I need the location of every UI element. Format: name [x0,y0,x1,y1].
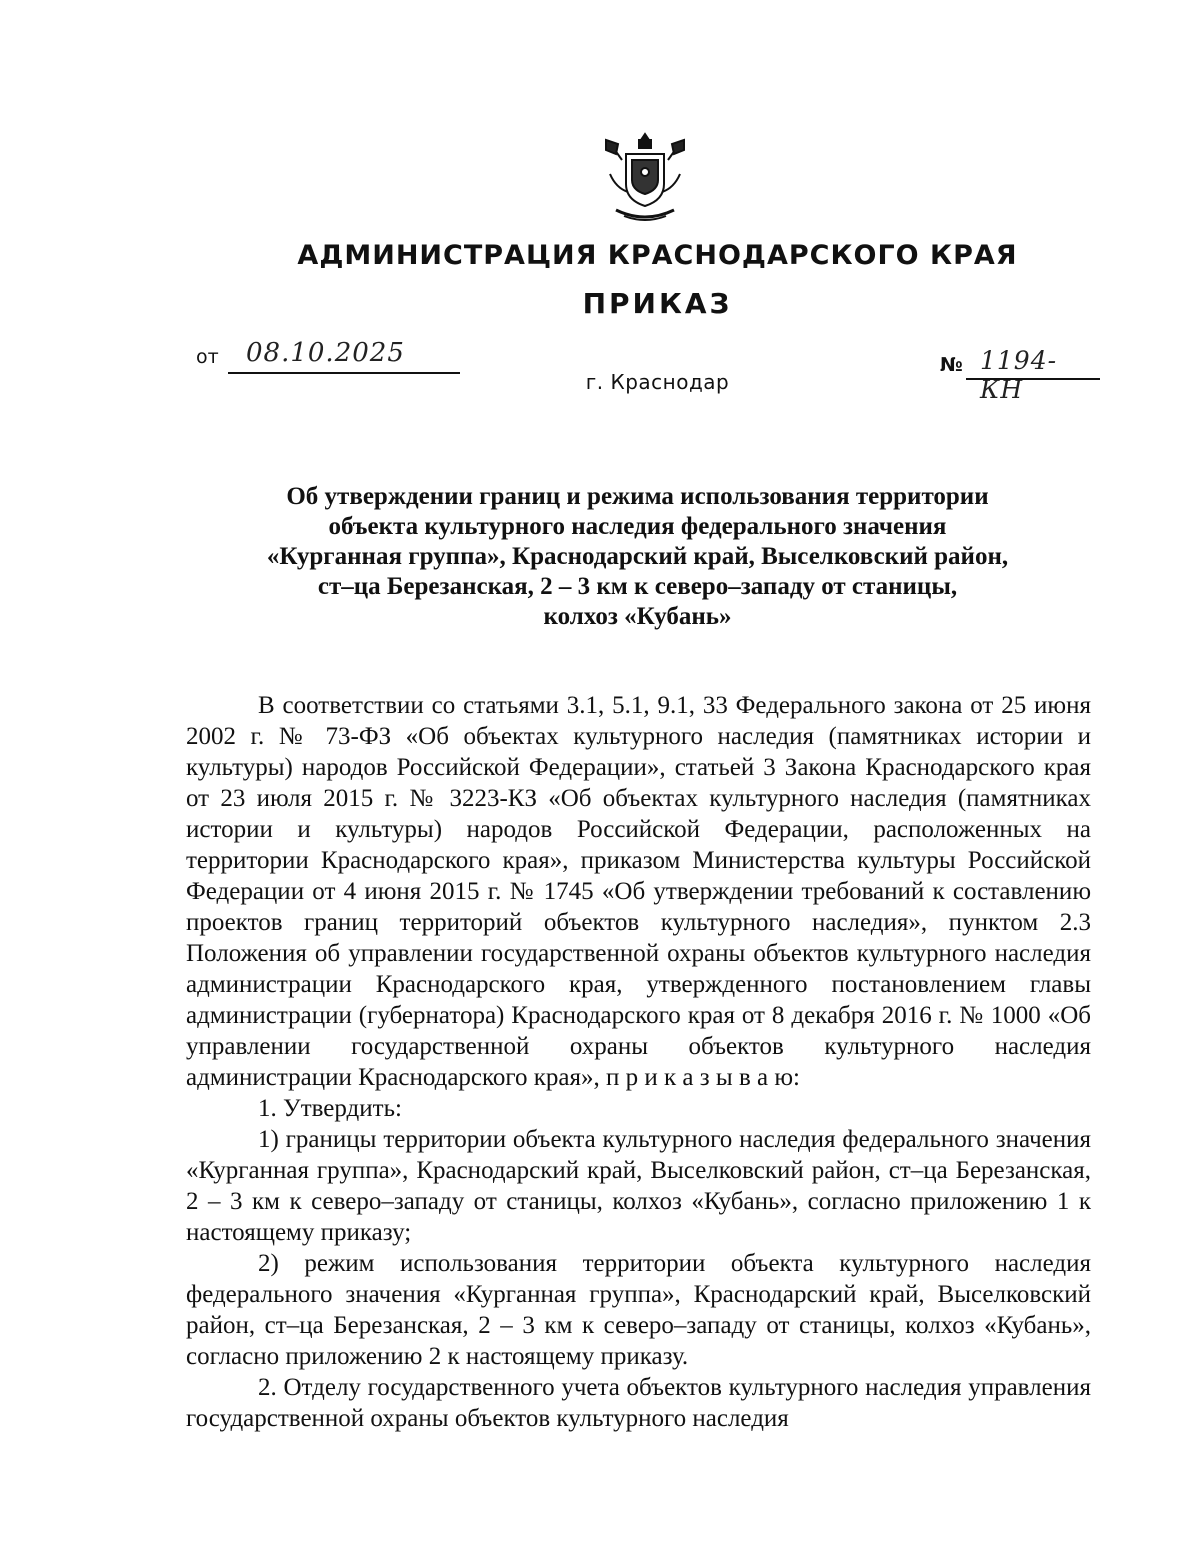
date-label: от [196,346,219,368]
subject-line: ст–ца Березанская, 2 – 3 км к северо–западу от станицы, [317,573,958,600]
document-subject [180,482,1095,632]
city-label: г. Краснодар [585,370,730,394]
subject-line: объекта культурного наследия федерального значения [328,513,947,540]
document-type: ПРИКАЗ [582,287,733,320]
number-label: № [940,354,963,376]
organization-title: АДМИНИСТРАЦИЯ КРАСНОДАРСКОГО КРАЯ [297,240,1018,271]
item-2: 2. Отделу государственного учета объектов культурного наследия управления государственной охраны объектов культурного наследия [186,1374,1091,1432]
number-value: 1194-КН [980,346,1058,404]
item-1-1: 1) границы территории объекта культурного наследия федерального значения «Курганная группа», Краснодарский край, Выселковский район, ст–ца Березанская, 2 – 3 км к северо–западу от станицы, колхоз «Кубань», согласно приложению 1 к настоящему приказу; [186,1126,1091,1246]
subject-line: «Курганная группа», Краснодарский край, Выселковский район, [266,543,1009,570]
subject-line: Об утверждении границ и режима использования территории [286,483,989,510]
subject-line: колхоз «Кубань» [543,603,732,630]
document-body [186,690,1091,1434]
item-1-2: 2) режим использования территории объекта культурного наследия федерального значения «Курганная группа», Краснодарский край, Выселковский район, ст–ца Березанская, 2 – 3 км к северо–западу от станицы, колхоз «Кубань», согласно приложению 2 к настоящему приказу. [186,1250,1091,1370]
date-value: 08.10.2025 [246,338,405,368]
item-1: 1. Утвердить: [258,1095,402,1122]
coat-of-arms-icon [602,130,688,226]
preamble-paragraph: В соответствии со статьями 3.1, 5.1, 9.1, 33 Федерального закона от 25 июня 2002 г. № 73-ФЗ «Об объектах культурного наследия (памятниках истории и культуры) народов Российской Федерации», статьей 3 Закона Краснодарского края от 23 июля 2015 г. № 3223-КЗ «Об объектах культурного наследия (памятниках истории и культуры) народов Российской Федерации, расположенных на территории Краснодарского края», приказом Министерства культуры Российской Федерации от 4 июня 2015 г. № 1745 «Об утверждении требований к составлению проектов границ территорий объектов культурного наследия», пунктом 2.3 Положения об управлении государственной охраны объектов культурного наследия администрации Краснодарского края, утвержденного постановлением главы администрации (губернатора) Краснодарского края от 8 декабря 2016 г. № 1000 «Об управлении государственной охраны объектов культурного наследия администрации Краснодарского края», п р и к а з ы в а ю: [186,692,1091,1091]
